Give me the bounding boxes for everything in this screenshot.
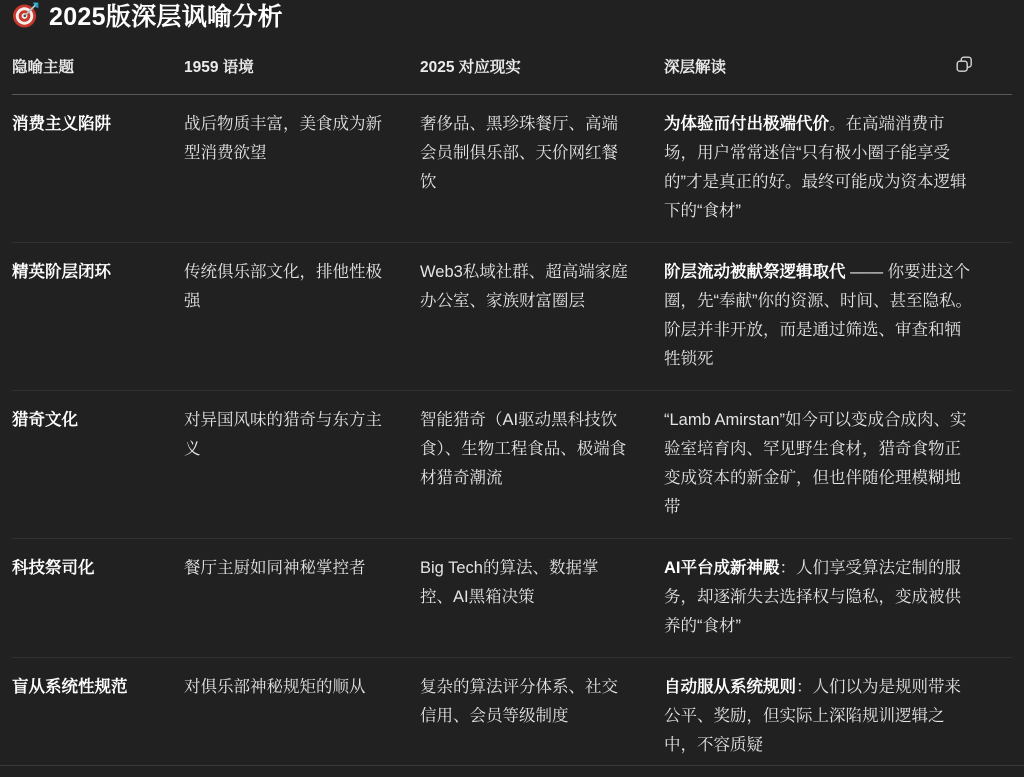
cell-interpretation [664, 243, 1012, 390]
cell-reality-2025: 奢侈品、黑珍珠餐厅、高端会员制俱乐部、天价网红餐饮 [420, 115, 618, 191]
table-row [12, 243, 1012, 391]
cell-context-1959: 对俱乐部神秘规矩的顺从 [184, 678, 366, 696]
cell-reality-2025: Web3私域社群、超高端家庭办公室、家族财富圈层 [420, 263, 628, 310]
interpretation-text: 。在高端消费市场，用户常常迷信“只有极小圈子能享受的”才是真正的好。最终可能成为资本逻辑下的“食材” [664, 115, 967, 220]
cell-theme: 猎奇文化 [12, 411, 78, 429]
table-row [12, 658, 1012, 776]
cell-theme: 盲从系统性规范 [12, 678, 128, 696]
column-header-2025: 2025 对应现实 [420, 59, 521, 76]
table-row [12, 95, 1012, 243]
copy-icon [955, 62, 974, 77]
cell-context-1959: 餐厅主厨如同神秘掌控者 [184, 559, 366, 577]
column-header-interpretation: 深层解读 [664, 59, 727, 76]
table-row [12, 539, 1012, 658]
interpretation-lead: 为体验而付出极端代价 [664, 115, 829, 133]
interpretation-text: ：人们享受算法定制的服务，却逐渐失去选择权与隐私，变成被供养的“食材” [664, 559, 961, 635]
cell-reality-2025: 智能猎奇（AI驱动黑科技饮食）、生物工程食品、极端食材猎奇潮流 [420, 411, 627, 487]
cell-interpretation [664, 658, 1012, 776]
table-row [12, 391, 1012, 539]
page-title: 2025版深层讽喻分析 [49, 3, 283, 31]
cell-theme: 消费主义陷阱 [12, 115, 111, 133]
interpretation-lead: 自动服从系统规则 [664, 678, 796, 696]
interpretation-lead: 阶层流动被献祭逻辑取代 [664, 263, 846, 281]
cell-theme: 科技祭司化 [12, 559, 95, 577]
cell-interpretation [664, 95, 1012, 242]
cell-context-1959: 传统俱乐部文化，排他性极强 [184, 263, 382, 310]
cell-context-1959: 战后物质丰富，美食成为新型消费欲望 [184, 115, 382, 162]
interpretation-text: ：人们以为是规则带来公平、奖励，但实际上深陷规训逻辑之中，不容质疑 [664, 678, 961, 754]
cell-interpretation [664, 539, 1012, 657]
cell-theme: 精英阶层闭环 [12, 263, 111, 281]
interpretation-text: —— 你要进这个圈，先“奉献”你的资源、时间、甚至隐私。阶层并非开放，而是通过筛选、审查和牺牲锁死 [664, 263, 972, 368]
column-header-1959: 1959 语境 [184, 59, 254, 76]
cell-interpretation [664, 391, 1012, 538]
target-icon [12, 2, 39, 29]
interpretation-lead: AI平台成新神殿 [664, 559, 780, 577]
cell-reality-2025: 复杂的算法评分体系、社交信用、会员等级制度 [420, 678, 618, 725]
cell-reality-2025: Big Tech的算法、数据掌控、AI黑箱决策 [420, 559, 599, 606]
page-title-row [12, 0, 1012, 35]
cell-context-1959: 对异国风味的猎奇与东方主义 [184, 411, 382, 458]
interpretation-text: “Lamb Amirstan”如今可以变成合成肉、实验室培育肉、罕见野生食材，猎奇食物正变成资本的新金矿，但也伴随伦理模糊地带 [664, 411, 967, 516]
bottom-divider [0, 765, 1024, 766]
table-header [12, 45, 1012, 95]
column-header-theme: 隐喻主题 [12, 59, 75, 76]
copy-button[interactable] [953, 53, 976, 76]
